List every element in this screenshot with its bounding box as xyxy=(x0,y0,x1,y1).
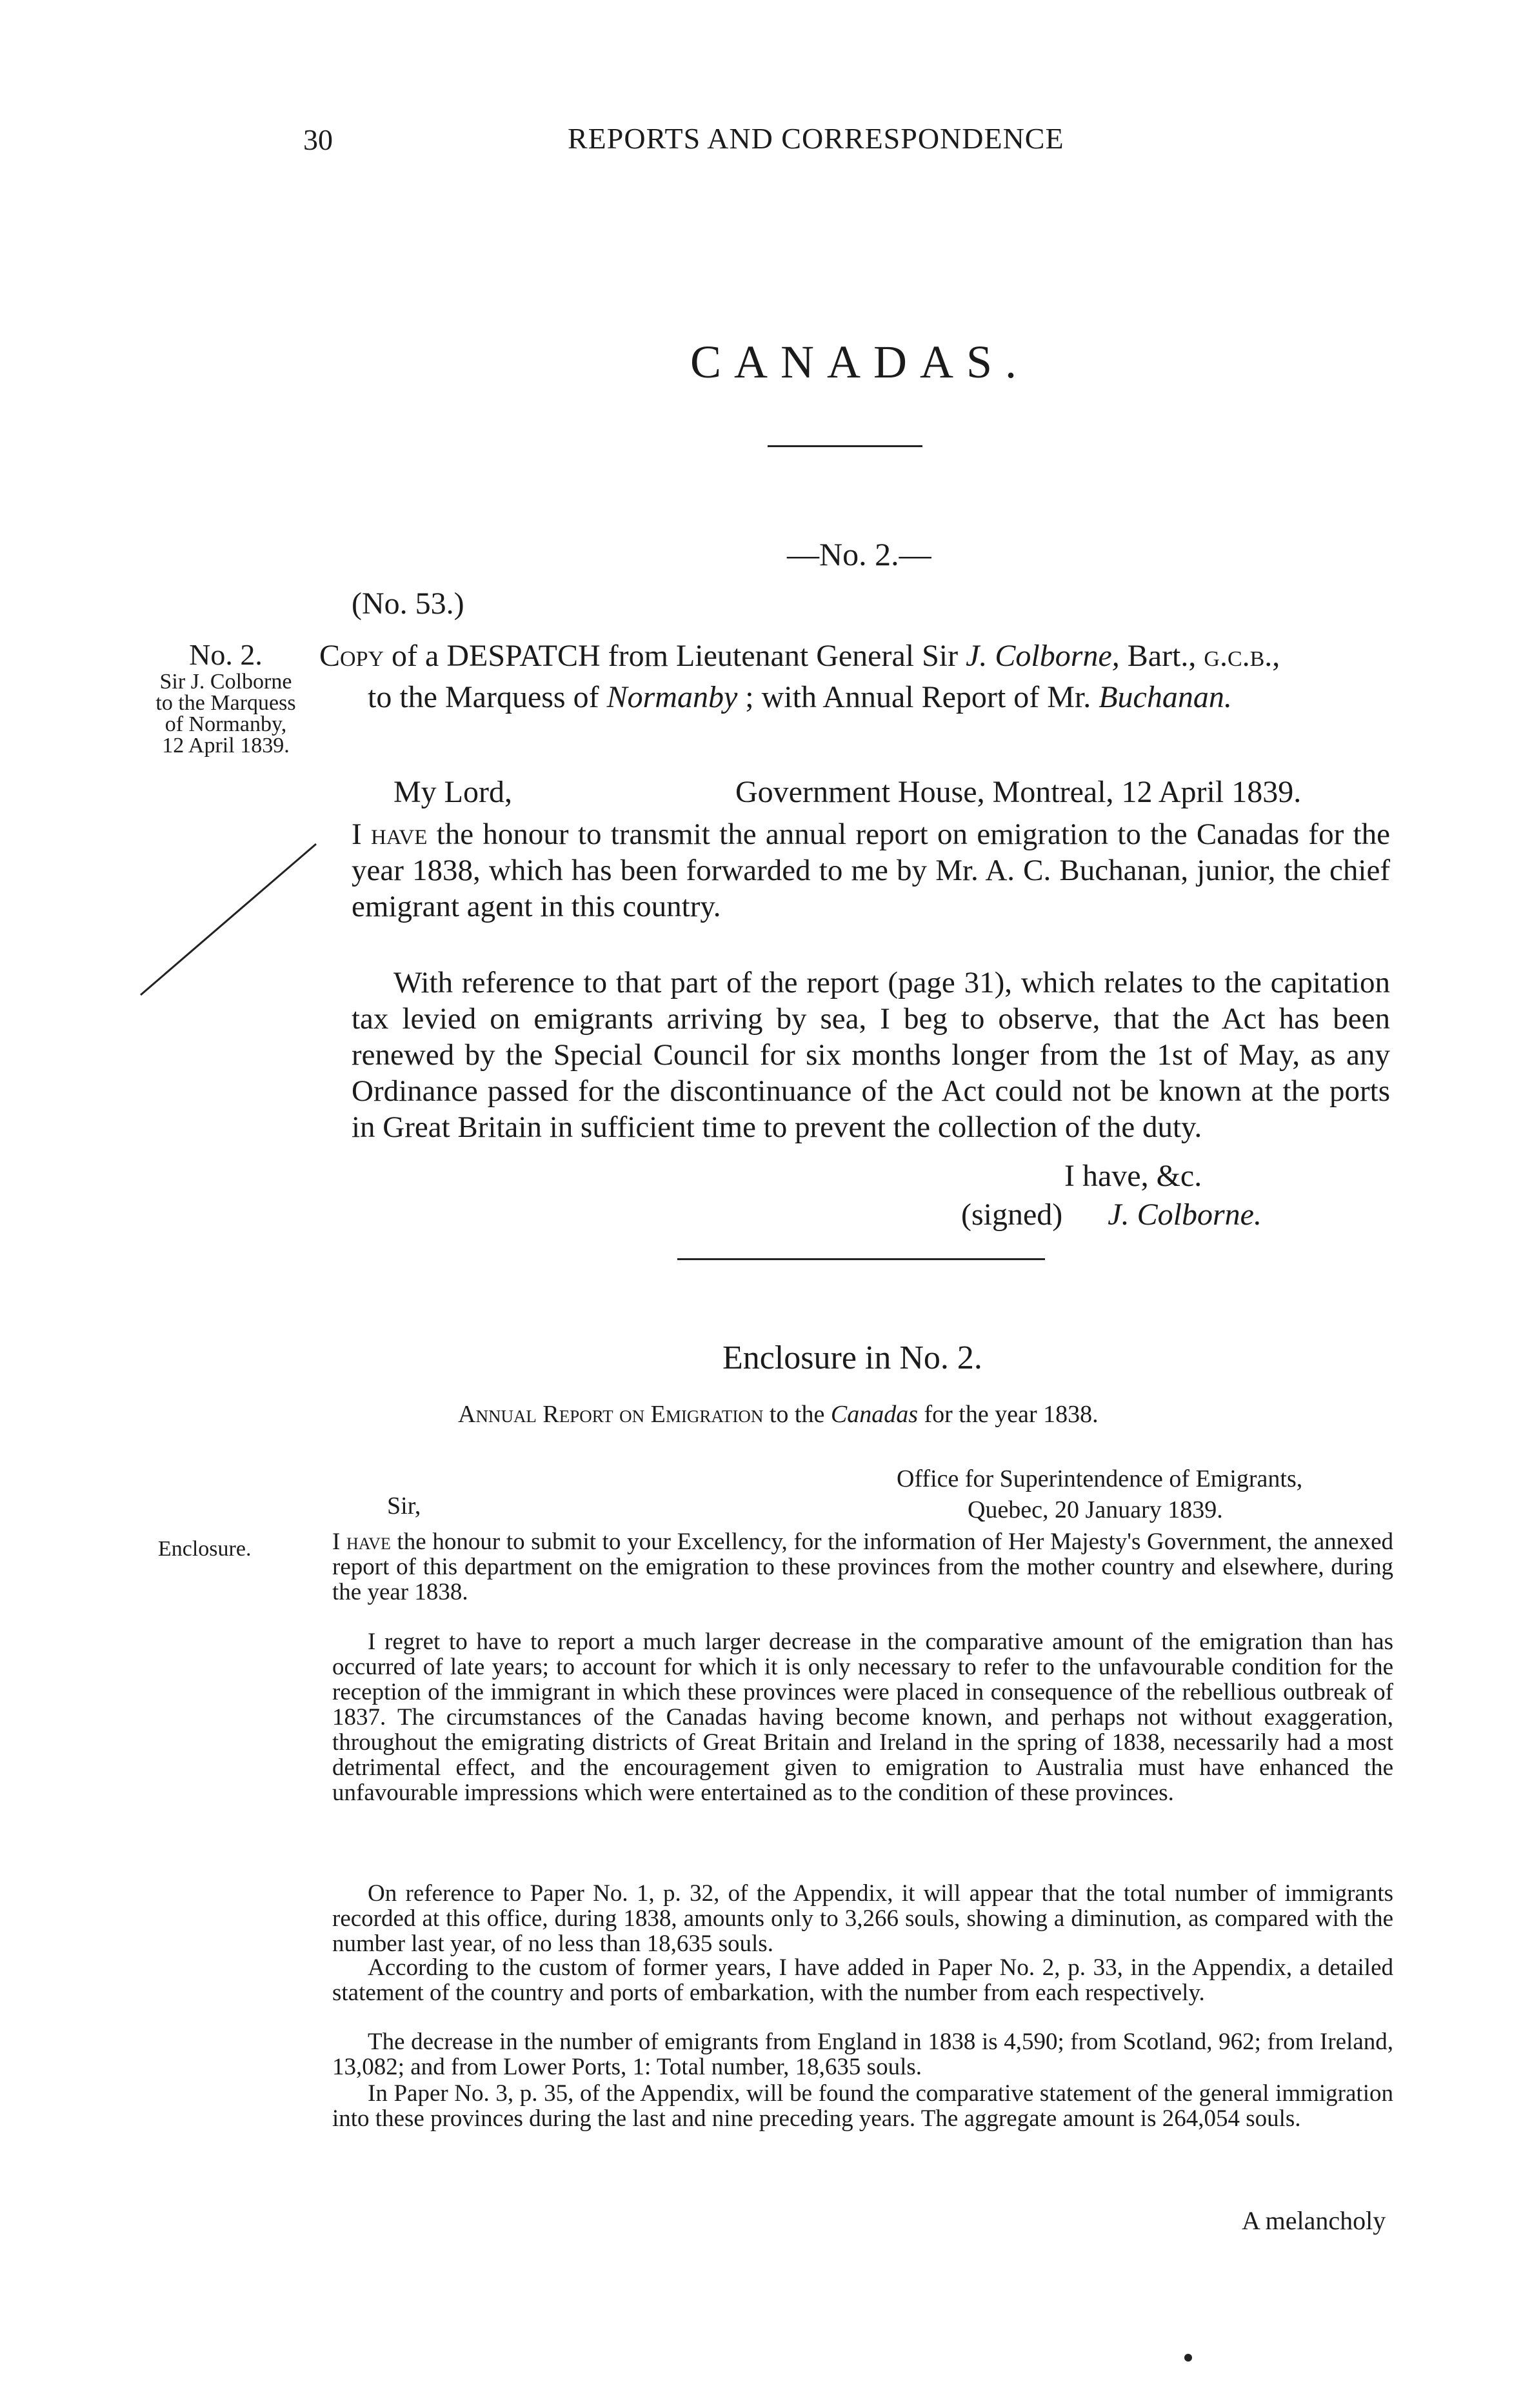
catchword: A melancholy xyxy=(1242,2206,1386,2235)
paragraph-text: the honour to transmit the annual report on emigration to the Canadas for the year 1838, which has been forwarded to me by Mr. A. C. Buchanan, junior, the chief emigrant agent in this country. xyxy=(352,818,1390,923)
margin-note-line: 12 April 1839. xyxy=(162,734,290,758)
author-name: J. Colborne, xyxy=(966,639,1120,673)
section-title: CANADAS. xyxy=(690,336,1030,388)
margin-note xyxy=(123,639,329,756)
margin-note-line: of Normanby, xyxy=(164,712,287,736)
letter-paragraph xyxy=(352,816,1390,925)
margin-pen-stroke xyxy=(135,839,323,1000)
report-paragraph: I regret to have to report a much larger decrease in the comparative amount of the emigration than has occurred of late years; to account for which it is only necessary to refer to the unfavourable condition for the reception of the immigrant in which these provinces were placed in consequence of the rebellious outbreak of 1837. The circumstances of the Canadas having become known, and perhaps not without exaggeration, throughout the emigrating districts of Great Britain and Ireland in the spring of 1838, necessarily had a most detrimental effect, and the encouragement given to emigration to Australia must have enhanced the unfavourable impressions which were entertained as to the condition of these provinces. xyxy=(332,1629,1393,1806)
report-salutation: Sir, xyxy=(387,1492,421,1520)
despatch-heading xyxy=(319,636,1416,718)
heading-text: ; with Annual Report of Mr. xyxy=(737,680,1099,714)
report-address xyxy=(897,1463,1302,1525)
report-paragraph: In Paper No. 3, p. 35, of the Appendix, will be found the comparative statement of the general immigration into these provinces during the last and nine preceding years. The aggregate amount is 264,054 souls. xyxy=(332,2080,1393,2132)
page-number: 30 xyxy=(303,123,333,156)
letter-address: Government House, Montreal, 12 April 1839. xyxy=(735,775,1302,809)
number-heading: —No. 2.— xyxy=(787,536,931,572)
enclosure-heading: Enclosure in No. 2. xyxy=(722,1339,982,1376)
copy-word: Copy xyxy=(319,639,384,673)
paragraph-lead: I have xyxy=(352,818,428,851)
section-rule xyxy=(677,1258,1045,1260)
heading-text: to the Marquess of xyxy=(368,680,607,714)
honours: g.c.b., xyxy=(1204,639,1280,673)
recipient-name: Normanby xyxy=(606,680,738,714)
letter-paragraph: With reference to that part of the report (page 31), which relates to the capitation tax levied on emigrants arriving by sea, I beg to observe, that the Act has been renewed by the Special Council for six months longer from the 1st of May, as any Ordinance passed for the discontinuance of the Act could not be known at the ports in Great Britain in sufficient time to prevent the collection of the duty. xyxy=(352,966,1390,1144)
paragraph-text: the honour to submit to your Excellency, for the information of Her Majesty's Government, the annexed report of this department on the emigration to these provinces from the mother country and elsewhere, during the year 1838. xyxy=(332,1529,1393,1605)
report-title xyxy=(458,1400,1099,1429)
despatch-number: (No. 53.) xyxy=(352,587,464,621)
report-paragraph: On reference to Paper No. 1, p. 32, of the Appendix, it will appear that the total number of immigrants recorded at this office, during 1838, amounts only to 3,266 souls, showing a diminution, as compared with the number last year, of no less than 18,635 souls. xyxy=(332,1880,1393,1957)
report-title-italic: Canadas xyxy=(830,1401,918,1428)
report-title-text: to the xyxy=(763,1401,831,1428)
signed-label: (signed) xyxy=(961,1198,1063,1232)
agent-name: Buchanan. xyxy=(1099,680,1232,714)
paragraph-lead: I have xyxy=(332,1529,391,1555)
running-head: REPORTS AND CORRESPONDENCE xyxy=(568,122,1064,155)
report-paragraph: The decrease in the number of emigrants from England in 1838 is 4,590; from Scotland, 962; from Ireland, 13,082; and from Lower Ports, 1: Total number, 18,635 souls. xyxy=(332,2029,1393,2080)
margin-note-line: Sir J. Colborne xyxy=(159,670,292,694)
heading-text: of a DESPATCH from Lieutenant General Sir xyxy=(384,639,966,673)
margin-note-line: to the Marquess xyxy=(155,691,296,715)
letter-signature-line xyxy=(961,1197,1262,1232)
enclosure-margin-label: Enclosure. xyxy=(158,1537,252,1561)
signature: J. Colborne. xyxy=(1108,1198,1262,1232)
report-title-caps: Annual Report on Emigration xyxy=(458,1401,764,1428)
ink-dot xyxy=(1184,2354,1192,2362)
address-line: Quebec, 20 January 1839. xyxy=(968,1496,1223,1523)
letter-closing: I have, &c. xyxy=(1064,1159,1202,1193)
report-paragraph: According to the custom of former years, I have added in Paper No. 2, p. 33, in the Appendix, a detailed statement of the country and ports of embarkation, with the number from each respectively. xyxy=(332,1954,1393,2006)
title-rule xyxy=(768,445,922,447)
report-title-text: for the year 1838. xyxy=(918,1401,1099,1428)
address-line: Office for Superintendence of Emigrants, xyxy=(897,1465,1303,1492)
margin-note-number: No. 2. xyxy=(189,638,263,671)
letter-salutation: My Lord, xyxy=(393,775,512,809)
report-paragraph xyxy=(332,1529,1393,1605)
heading-text: Bart., xyxy=(1119,639,1204,673)
